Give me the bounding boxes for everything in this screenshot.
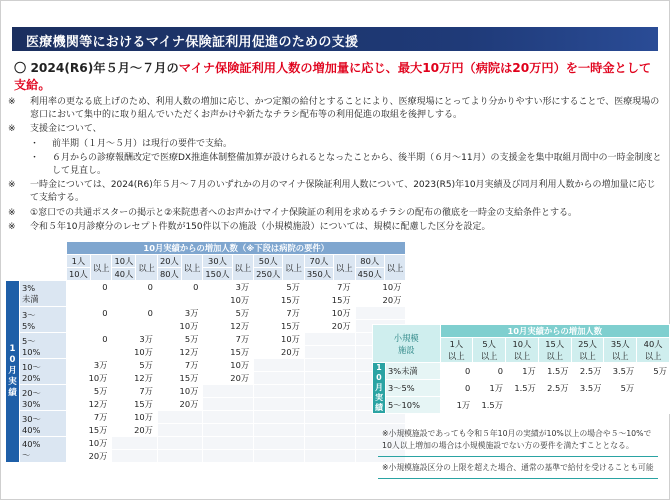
amount-cell <box>254 359 305 372</box>
amount-cell: 10万 <box>355 281 406 294</box>
note-marker: ※ <box>8 221 16 232</box>
amount-cell <box>355 307 406 320</box>
amount-cell: 0 <box>67 333 112 346</box>
small-row-label: 3%未満 <box>385 363 440 380</box>
amount-cell-hospital <box>304 424 355 437</box>
row-label: 3% 未満 <box>20 281 67 307</box>
note-text: 前半期（１月～５月）は現行の要件で支給。 <box>52 138 233 149</box>
amount-cell-hospital <box>112 450 157 463</box>
amount-cell: 0 <box>112 281 157 294</box>
amount-cell-hospital <box>254 398 305 411</box>
note-marker: ※ <box>8 124 16 135</box>
row-label: 40% ～ <box>20 437 67 463</box>
amount-cell-hospital: 20万 <box>304 320 355 333</box>
note-marker: ・ <box>30 152 40 163</box>
small-amount-cell: 2.5万 <box>571 363 604 380</box>
col-suffix: 以上 <box>334 255 356 281</box>
amount-cell-hospital <box>112 320 157 333</box>
amount-cell <box>304 385 355 398</box>
amount-cell-hospital: 12万 <box>67 398 112 411</box>
small-amount-cell <box>637 397 670 414</box>
col-threshold-hospital: 450人 <box>355 268 384 281</box>
corner-blank <box>20 255 67 268</box>
col-suffix: 以上 <box>384 255 406 281</box>
amount-cell: 7万 <box>67 411 112 424</box>
amount-cell: 3万 <box>203 281 254 294</box>
amount-cell: 10万 <box>203 359 254 372</box>
amount-cell-hospital <box>67 294 112 307</box>
amount-cell <box>304 437 355 450</box>
amount-cell-hospital <box>254 372 305 385</box>
small-note-2: ※小規模施設区分の上限を超えた場合、通常の基準で給付を受けることも可能 <box>378 460 658 479</box>
headline-bullet: 〇 <box>14 61 27 75</box>
note-text: ①窓口での共通ポスターの掲示と②来院患者へのお声かけマイナ保険証の利用を求めるチラシの配布の徹底を一時金の支給条件とする。 <box>30 207 577 218</box>
amount-cell-hospital <box>254 424 305 437</box>
amount-cell <box>112 437 157 450</box>
amount-cell-hospital: 20万 <box>157 398 202 411</box>
corner-blank <box>6 268 20 281</box>
note-text: 利用率の更なる底上げのため、利用人数の増加に応じ、かつ定額の給付とすることにより、医療現場にとってより分かりやすい形にすることで、医療現場の窓口において集中的に取り組んでいただくお声かけや新たなチラシ配布等の利用促進の取組を後押しする。 <box>30 97 660 121</box>
note-marker: ※ <box>8 97 16 107</box>
amount-cell <box>157 437 202 450</box>
small-amount-cell: 1.5万 <box>538 363 571 380</box>
note-text: ６月からの診療報酬改定で医療DX推進体制整備加算が設けられるとなったことから、後半期（６月～11月）の支援金を集中取組月間中の一時金制度として見直し。 <box>52 152 662 177</box>
note-item <box>8 138 664 151</box>
note-item <box>8 179 664 205</box>
corner-blank <box>20 242 67 255</box>
small-amount-cell: 1万 <box>473 380 506 397</box>
col-suffix: 以上 <box>181 255 203 281</box>
note-text: 一時金については、2024(R6)年５月～７月のいずれかの月のマイナ保険証利用人数について、2023(R5)年10月実績及び同月利用人数からの増加量に応じて支給する。 <box>30 180 656 204</box>
amount-cell: 0 <box>157 281 202 294</box>
small-col-threshold: 10人 以上 <box>506 338 539 363</box>
amount-cell: 10万 <box>254 333 305 346</box>
small-amount-cell: 5万 <box>637 363 670 380</box>
amount-cell <box>254 437 305 450</box>
amount-cell <box>304 359 355 372</box>
amount-cell: 5万 <box>112 359 157 372</box>
amount-cell <box>304 411 355 424</box>
amount-cell: 3万 <box>157 307 202 320</box>
amount-cell-hospital: 15万 <box>254 294 305 307</box>
col-threshold-hospital: 40人 <box>112 268 136 281</box>
corner-blank <box>6 255 20 268</box>
amount-cell-hospital: 10万 <box>157 320 202 333</box>
amount-cell: 10万 <box>112 411 157 424</box>
amount-cell <box>157 411 202 424</box>
col-threshold: 20人 <box>157 255 181 268</box>
note-item <box>8 207 664 220</box>
amount-cell-hospital <box>157 294 202 307</box>
amount-cell-hospital: 12万 <box>157 346 202 359</box>
amount-cell-hospital: 10万 <box>67 372 112 385</box>
small-col-threshold: 35人 以上 <box>604 338 637 363</box>
small-amount-cell <box>604 397 637 414</box>
amount-cell: 7万 <box>112 385 157 398</box>
amount-cell-hospital: 12万 <box>112 372 157 385</box>
side-label-10月実績: 1 0 月 実 績 <box>6 281 20 463</box>
note-marker: ・ <box>30 138 40 149</box>
note-text: 令和５年10月診療分のレセプト件数が150件以下の施設（小規模施設）については、規模に配慮した区分を設定。 <box>30 221 491 232</box>
amount-cell: 10万 <box>67 437 112 450</box>
small-amount-cell: 2.5万 <box>538 380 571 397</box>
amount-cell-hospital <box>304 372 355 385</box>
col-threshold-hospital: 150人 <box>203 268 232 281</box>
small-amount-cell <box>637 380 670 397</box>
amount-cell-hospital: 20万 <box>67 450 112 463</box>
amount-cell <box>304 333 355 346</box>
amount-cell: 5万 <box>67 385 112 398</box>
col-suffix: 以上 <box>232 255 254 281</box>
amount-cell <box>254 411 305 424</box>
amount-cell <box>203 385 254 398</box>
small-amount-cell <box>571 397 604 414</box>
notes-list <box>8 96 664 235</box>
amount-cell-hospital <box>157 424 202 437</box>
amount-cell-hospital <box>254 450 305 463</box>
col-suffix: 以上 <box>283 255 305 281</box>
amount-cell-hospital: 20万 <box>355 294 406 307</box>
amount-cell-hospital: 10万 <box>203 294 254 307</box>
amount-cell: 0 <box>67 307 112 320</box>
col-threshold-hospital: 80人 <box>157 268 181 281</box>
headline-prefix: 2024(R6)年５月～７月の <box>30 61 179 75</box>
row-label: 30～ 40% <box>20 411 67 437</box>
amount-cell: 5万 <box>203 307 254 320</box>
note-marker: ※ <box>8 180 16 191</box>
increase-header: 10月実績からの増加人数（※下段は病院の要件） <box>67 242 406 255</box>
row-label: 10～ 20% <box>20 359 67 385</box>
corner-blank <box>6 242 20 255</box>
amount-cell: 10万 <box>157 385 202 398</box>
note-text: 支援金について、 <box>30 124 102 135</box>
amount-cell-hospital: 20万 <box>112 424 157 437</box>
small-amount-cell: 3.5万 <box>604 363 637 380</box>
small-col-threshold: 5人 以上 <box>473 338 506 363</box>
amount-cell-hospital <box>67 346 112 359</box>
small-row-label: 5～10% <box>385 397 440 414</box>
col-threshold-hospital: 350人 <box>304 268 333 281</box>
note-item <box>8 152 664 178</box>
amount-cell-hospital: 15万 <box>157 372 202 385</box>
small-side-label: 1 0 月 実 績 <box>373 363 386 414</box>
amount-cell <box>203 437 254 450</box>
amount-cell-hospital <box>203 450 254 463</box>
small-amount-cell: 0 <box>440 380 473 397</box>
amount-cell: 5万 <box>157 333 202 346</box>
small-amount-cell: 1.5万 <box>506 380 539 397</box>
corner-blank <box>20 268 67 281</box>
headline <box>14 60 660 94</box>
small-corner-label: 小規模 施設 <box>373 325 441 363</box>
small-amount-cell: 1万 <box>506 363 539 380</box>
small-increase-header: 10月実績からの増加人数 <box>440 325 670 338</box>
small-note-1: ※小規模施設であっても令和５年10月の実績が10%以上の場合や５～10%で10人以上増加の場合は小規模施設でない方の要件を満たすこととなる。 <box>378 426 658 457</box>
amount-cell-hospital <box>304 450 355 463</box>
amount-cell: 7万 <box>304 281 355 294</box>
small-col-threshold: 1人 以上 <box>440 338 473 363</box>
note-marker: ※ <box>8 207 16 218</box>
small-amount-cell <box>538 397 571 414</box>
amount-cell-hospital <box>304 398 355 411</box>
amount-cell-hospital <box>203 398 254 411</box>
amount-cell-hospital: 15万 <box>254 320 305 333</box>
amount-cell-hospital: 15万 <box>304 294 355 307</box>
slide-title: 医療機関等におけるマイナ保険証利用促進のための支援 <box>26 35 359 50</box>
small-row-label: 3～5% <box>385 380 440 397</box>
small-col-threshold: 40人 以上 <box>637 338 670 363</box>
small-col-threshold: 15人 以上 <box>538 338 571 363</box>
col-suffix: 以上 <box>136 255 158 281</box>
amount-cell-hospital: 20万 <box>254 346 305 359</box>
col-threshold: 1人 <box>67 255 91 268</box>
amount-cell-hospital: 20万 <box>203 372 254 385</box>
small-facility-notes <box>378 426 658 482</box>
col-threshold: 10人 <box>112 255 136 268</box>
amount-cell: 7万 <box>203 333 254 346</box>
amount-cell <box>254 385 305 398</box>
row-label: 20～ 30% <box>20 385 67 411</box>
standard-table <box>5 241 406 463</box>
amount-cell: 0 <box>112 307 157 320</box>
amount-cell: 3万 <box>67 359 112 372</box>
note-item <box>8 221 664 234</box>
col-threshold: 30人 <box>203 255 232 268</box>
amount-cell <box>203 411 254 424</box>
amount-cell-hospital <box>203 424 254 437</box>
small-amount-cell: 0 <box>440 363 473 380</box>
col-threshold-hospital: 10人 <box>67 268 91 281</box>
row-label: 3～ 5% <box>20 307 67 333</box>
amount-cell: 7万 <box>157 359 202 372</box>
small-amount-cell: 3.5万 <box>571 380 604 397</box>
amount-cell: 5万 <box>254 281 305 294</box>
row-label: 5～ 10% <box>20 333 67 359</box>
headline-highlight: マイナ保険証利用人数の増加量に応じ、最大10万円（病院は20万円）を一時金として支給。 <box>14 61 652 92</box>
amount-cell: 3万 <box>112 333 157 346</box>
col-threshold: 80人 <box>355 255 384 268</box>
amount-cell-hospital: 15万 <box>112 398 157 411</box>
amount-cell-hospital <box>112 294 157 307</box>
amount-cell: 7万 <box>254 307 305 320</box>
small-amount-cell: 0 <box>473 363 506 380</box>
amount-cell-hospital: 15万 <box>203 346 254 359</box>
amount-cell-hospital: 10万 <box>112 346 157 359</box>
title-bar <box>12 27 658 51</box>
col-threshold-hospital: 250人 <box>254 268 283 281</box>
amount-cell-hospital <box>304 346 355 359</box>
amount-cell-hospital <box>157 450 202 463</box>
col-suffix: 以上 <box>90 255 112 281</box>
amount-cell: 10万 <box>304 307 355 320</box>
amount-cell: 0 <box>67 281 112 294</box>
amount-cell-hospital: 12万 <box>203 320 254 333</box>
col-threshold: 70人 <box>304 255 333 268</box>
amount-cell-hospital: 15万 <box>67 424 112 437</box>
small-amount-cell: 5万 <box>604 380 637 397</box>
small-col-threshold: 25人 以上 <box>571 338 604 363</box>
note-item <box>8 96 664 122</box>
amount-cell-hospital <box>67 320 112 333</box>
small-amount-cell: 1万 <box>440 397 473 414</box>
note-item <box>8 123 664 136</box>
small-facility-table <box>372 324 670 414</box>
small-amount-cell: 1.5万 <box>473 397 506 414</box>
small-amount-cell <box>506 397 539 414</box>
col-threshold: 50人 <box>254 255 283 268</box>
